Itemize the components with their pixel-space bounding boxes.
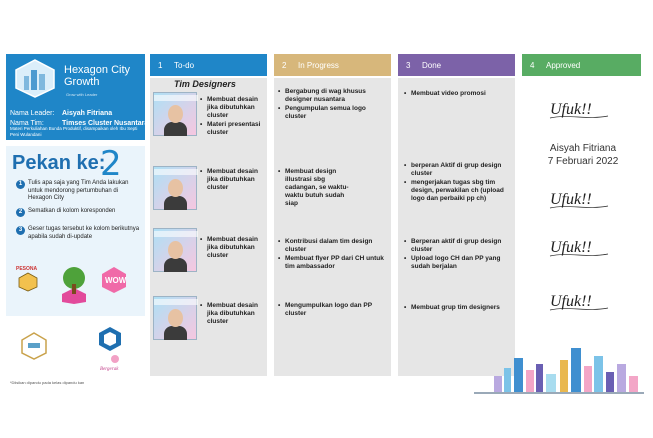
step-text: Tulis apa saja yang Tim Anda lakukan untuk mendorong pertumbuhan di Hexagon City: [28, 180, 129, 201]
column-title: Approved: [546, 61, 581, 70]
task-item: • Kontribusi dalam tim design cluster: [278, 238, 388, 254]
task-item: • Membuat desain jika dibutuhkan cluster: [200, 302, 266, 326]
done-card[interactable]: [404, 90, 512, 99]
approval-signature: [548, 186, 610, 212]
step-text: Geser tugas tersebut ke kolom berikutnya apabila sudah di-update: [28, 226, 140, 240]
step-number: 2: [16, 208, 25, 217]
leader-value: Aisyah Fitriana: [62, 110, 113, 117]
done-card[interactable]: [404, 304, 514, 313]
logo-title: Hexagon City Growth: [64, 64, 131, 88]
team-value: Timses Cluster Nusantara: [62, 120, 149, 127]
pekan-number: 2: [100, 144, 122, 184]
column-in-progress-header[interactable]: [274, 54, 391, 76]
todo-card[interactable]: [200, 302, 266, 327]
svg-text:Ufuk!!: Ufuk!!: [550, 191, 592, 208]
todo-card[interactable]: [200, 168, 266, 193]
todo-card[interactable]: [200, 236, 266, 261]
svg-text:PESONA: PESONA: [16, 266, 38, 272]
task-item: • mengerjakan tugas sbg tim design, perwakilan ch (upload logo dan perbaiki pp ch): [404, 179, 514, 203]
in-progress-card[interactable]: [278, 238, 388, 272]
todo-card[interactable]: [200, 96, 266, 138]
task-item: • Membuat desain jika dibutuhkan cluster: [200, 236, 266, 260]
task-item: • Membuat desain jika dibutuhkan cluster: [200, 168, 266, 192]
svg-text:Ufuk!!: Ufuk!!: [550, 101, 592, 118]
in-progress-card[interactable]: [278, 302, 388, 319]
footnote: *Diisikan dipandu pada kelas dipandu kan: [10, 380, 85, 385]
task-item: • Bergabung di wag khusus designer nusantara: [278, 88, 388, 104]
approver-name: Aisyah Fitriana: [549, 143, 617, 154]
pesona-logo: [16, 264, 40, 292]
task-item: • Membuat video promosi: [404, 90, 512, 98]
step-number: 1: [16, 180, 25, 189]
task-item: • Mengumpulkan logo dan PP cluster: [278, 302, 388, 318]
approval-signature: [548, 288, 610, 314]
task-item: • Membuat flyer PP dari CH untuk tim ambassador: [278, 255, 388, 271]
task-item: • Upload logo CH dan PP yang sudah berjalan: [404, 255, 514, 271]
column-title: To-do: [174, 61, 195, 70]
column-done-header[interactable]: [398, 54, 515, 76]
column-in-progress: [274, 78, 391, 376]
leader-label: Nama Leader:: [10, 110, 55, 117]
team-title: Tim Designers: [174, 79, 236, 89]
partner-logos: [14, 258, 134, 374]
bergerak-logo: [100, 354, 130, 372]
in-progress-card[interactable]: [278, 168, 358, 209]
task-item: • Materi presentasi cluster: [200, 121, 266, 137]
leader-row: [10, 110, 113, 117]
svg-text:WOW: WOW: [105, 276, 127, 285]
task-item: • berperan Aktif di grup design cluster: [404, 162, 514, 178]
svg-text:Ufuk!!: Ufuk!!: [550, 293, 592, 310]
column-number: 3: [406, 61, 411, 70]
task-item: • Membuat design illustrasi sbg cadangan, se waktu-waktu butuh sudah siap: [278, 168, 358, 208]
member-photo: [153, 296, 197, 340]
column-title: In Progress: [298, 61, 339, 70]
step-number: 3: [16, 226, 25, 235]
column-approved-header[interactable]: [522, 54, 641, 76]
step-item: [18, 208, 143, 216]
task-item: • Berperan aktif di grup design cluster: [404, 238, 514, 254]
approval-signature: [548, 234, 610, 260]
city-skyline-illustration: [474, 340, 644, 394]
tree-logo: [58, 266, 90, 304]
member-photo: [153, 92, 197, 136]
column-number: 2: [282, 61, 287, 70]
approval-date: 7 Februari 2022: [547, 156, 619, 167]
step-item: [18, 180, 143, 203]
hex-badge-logo: [20, 332, 48, 360]
hexagon-city-logo: [10, 58, 60, 98]
column-todo-header[interactable]: [150, 54, 267, 76]
team-label: Nama Tim:: [10, 120, 44, 127]
column-done: [398, 78, 515, 376]
member-photo: [153, 228, 197, 272]
column-number: 4: [530, 61, 535, 70]
task-item: • Pengumpulan semua logo cluster: [278, 105, 388, 121]
step-item: [18, 226, 143, 241]
done-card[interactable]: [404, 162, 514, 204]
task-item: • Membuat desain jika dibutuhkan cluster: [200, 96, 266, 120]
approval-signature: [548, 96, 610, 122]
svg-text:Bergerak: Bergerak: [100, 367, 119, 372]
wow-logo: [100, 266, 128, 294]
pekan-label: Pekan ke:: [12, 152, 106, 174]
materi-note: Materi Perkuliahan Bunda Produktif, disampaikan oleh Ibu Septi Peni Wulandani: [10, 126, 138, 137]
done-card[interactable]: [404, 238, 514, 272]
logo-subtitle: Grow with Leader: [66, 92, 98, 97]
column-title: Done: [422, 61, 442, 70]
column-number: 1: [158, 61, 163, 70]
member-photo: [153, 166, 197, 210]
svg-text:Ufuk!!: Ufuk!!: [550, 239, 592, 256]
in-progress-card[interactable]: [278, 88, 388, 122]
task-item: • Membuat grup tim designers: [404, 304, 514, 312]
hex-emblem-logo: [98, 326, 122, 352]
step-text: Sematkan di kolom koresponden: [28, 208, 116, 214]
